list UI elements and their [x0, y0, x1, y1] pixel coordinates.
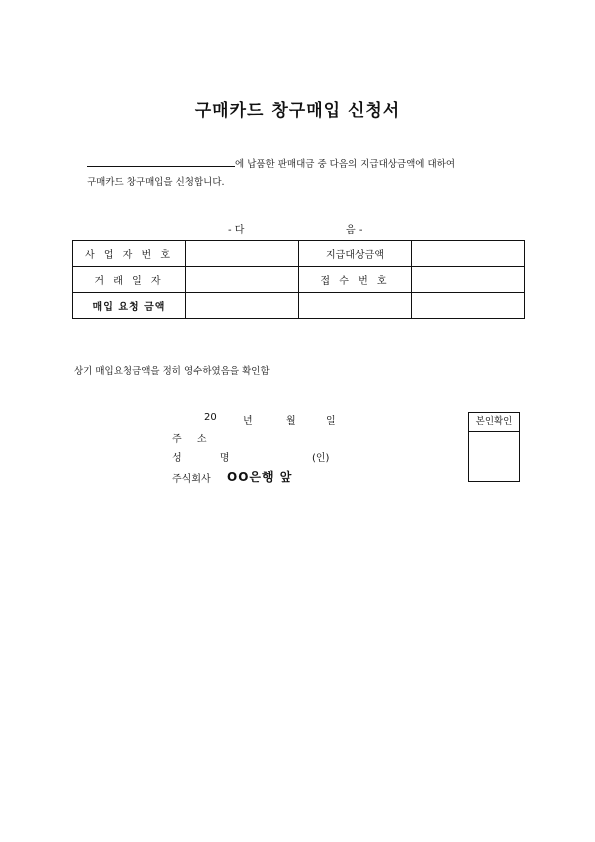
transaction-date-label: 거 래 일 자 — [73, 267, 186, 293]
identity-check-box[interactable] — [468, 412, 520, 482]
heading-right: 음 - — [346, 225, 363, 236]
date-year-label: 년 — [243, 416, 253, 427]
payable-amount-label: 지급대상금액 — [299, 241, 412, 267]
name-label: 성 명 — [172, 453, 230, 464]
transaction-date-field[interactable] — [186, 267, 299, 293]
receipt-number-field[interactable] — [412, 267, 525, 293]
intro-line-2: 구매카드 창구매입을 신청합니다. — [87, 177, 225, 188]
table-row — [73, 241, 525, 267]
date-month-label: 월 — [286, 416, 296, 427]
address-label: 주 소 — [172, 434, 207, 445]
empty-cell[interactable] — [412, 293, 525, 319]
payable-amount-field[interactable] — [412, 241, 525, 267]
receipt-number-label: 접 수 번 호 — [299, 267, 412, 293]
date-year-prefix: 20 — [204, 412, 217, 423]
intro-line-1-text: 에 납품한 판매대금 중 다음의 지급대상금액에 대하여 — [235, 159, 456, 170]
company-blank-line[interactable] — [87, 154, 235, 167]
confirmation-text: 상기 매입요청금액을 정히 영수하였음을 확인함 — [74, 366, 270, 377]
empty-cell[interactable] — [299, 293, 412, 319]
intro-line-1 — [87, 154, 455, 174]
table-row — [73, 267, 525, 293]
request-amount-label: 매입 요청 금액 — [73, 293, 186, 319]
business-number-field[interactable] — [186, 241, 299, 267]
business-number-label: 사 업 자 번 호 — [73, 241, 186, 267]
heading-left: - 다 — [228, 225, 245, 236]
page-title: 구매카드 창구매입 신청서 — [194, 101, 401, 121]
application-table — [72, 240, 525, 319]
identity-check-label: 본인확인 — [469, 413, 519, 432]
intro-text — [87, 154, 455, 192]
date-day-label: 일 — [326, 416, 336, 427]
bank-name: OO은행 앞 — [227, 470, 293, 484]
request-amount-field[interactable] — [186, 293, 299, 319]
company-label: 주식회사 — [172, 474, 211, 485]
table-row — [73, 293, 525, 319]
seal-mark: (인) — [312, 453, 330, 464]
